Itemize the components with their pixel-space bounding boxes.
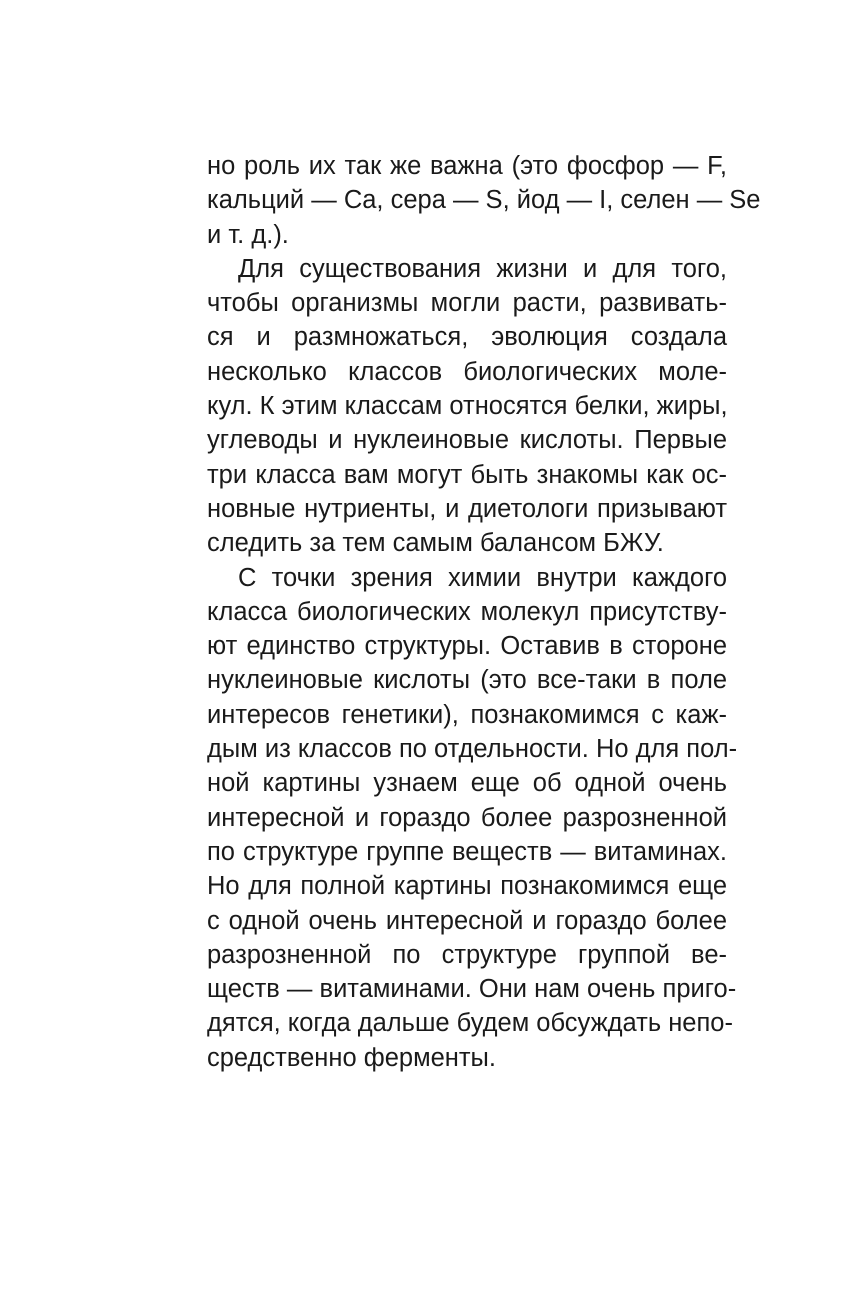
text-line: кул. К этим классам относятся белки, жиры, bbox=[207, 392, 728, 421]
text-line: Но для полной картины познакомимся еще bbox=[207, 872, 727, 901]
text-line: по структуре группе веществ — витаминах. bbox=[207, 837, 727, 866]
text-line: дятся, когда дальше будем обсуждать непо- bbox=[207, 1009, 733, 1038]
text-line: ют единство структуры. Оставив в стороне bbox=[207, 632, 727, 661]
text-line: ся и размножаться, эволюция создала bbox=[207, 323, 727, 352]
text-line: средственно ферменты. bbox=[207, 1043, 496, 1072]
text-line: разрозненной по структуре группой ве- bbox=[207, 940, 727, 969]
text-line: класса биологических молекул присутству- bbox=[207, 597, 727, 626]
text-line: новные нутриенты, и диетологи призывают bbox=[207, 494, 727, 523]
text-line: следить за тем самым балансом БЖУ. bbox=[207, 529, 664, 558]
text-line: дым из классов по отдельности. Но для пол- bbox=[207, 735, 738, 764]
text-line: и т. д.). bbox=[207, 220, 289, 249]
text-line: С точки зрения химии внутри каждого bbox=[238, 563, 727, 592]
text-line: ществ — витаминами. Они нам очень приго- bbox=[207, 975, 737, 1004]
paragraph-2 bbox=[207, 252, 727, 561]
text-line: интересной и гораздо более разрозненной bbox=[207, 803, 727, 832]
text-line: интересов генетики), познакомимся с каж- bbox=[207, 700, 727, 729]
body-text bbox=[207, 149, 761, 1075]
text-line: с одной очень интересной и гораздо более bbox=[207, 906, 727, 935]
text-line: несколько классов биологических моле- bbox=[207, 357, 727, 386]
text-line: но роль их так же важна (это фосфор — F, bbox=[207, 152, 727, 180]
text-line: кальций — Ca, сера — S, йод — I, селен — Se bbox=[207, 186, 761, 215]
text-line: Для существования жизни и для того, bbox=[238, 254, 727, 283]
text-line: углеводы и нуклеиновые кислоты. Первые bbox=[207, 426, 727, 455]
text-line: три класса вам могут быть знакомы как ос- bbox=[207, 460, 727, 489]
text-line: чтобы организмы могли расти, развивать- bbox=[207, 289, 727, 318]
paragraph-1 bbox=[207, 149, 761, 252]
paragraph-3 bbox=[207, 561, 738, 1075]
text-line: нуклеиновые кислоты (это все-таки в поле bbox=[207, 666, 727, 695]
text-line: ной картины узнаем еще об одной очень bbox=[207, 769, 727, 798]
